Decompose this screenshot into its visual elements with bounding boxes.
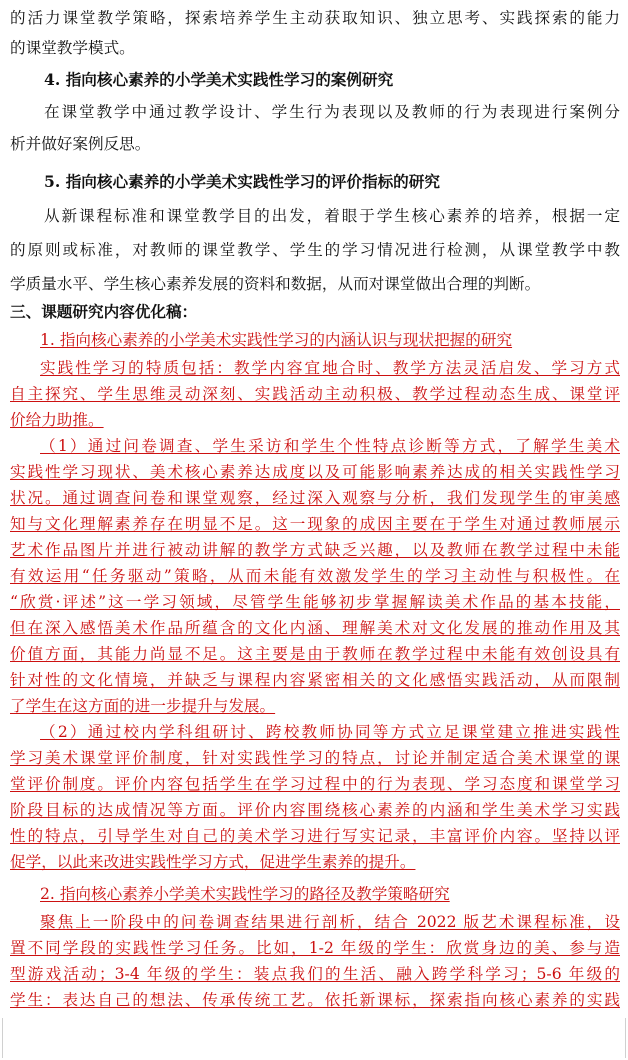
page-margin-mark — [2, 1018, 3, 1058]
revised-subheading: 2. 指向核心素养小学美术实践性学习的路径及教学策略研究 — [40, 885, 450, 903]
revised-text-line: 堂评价制度。评价内容包括学生在学习过程中的行为表现、学习态度和课堂学习 — [10, 775, 620, 793]
body-text-line: 从新课程标准和课堂教学目的出发，着眼于学生核心素养的培养，根据一定 — [44, 207, 620, 225]
body-text-line: 的原则或标准，对教师的课堂教学、学生的学习情况进行检测，从课堂教学中教 — [10, 241, 620, 259]
revised-text-line: 置不同学段的实践性学习任务。比如，1-2 年级的学生：欣赏身边的美、参与造 — [10, 939, 620, 957]
revised-text-line: 学生：表达自己的想法、传承传统工艺。依托新课标，探索指向核心素养的实践 — [10, 991, 620, 1009]
revised-text-line: （2）通过校内学科组研讨、跨校教师协同等方式立足课堂建立推进实践性 — [40, 723, 620, 741]
section-heading: 4. 指向核心素养的小学美术实践性学习的案例研究 — [44, 70, 394, 89]
revised-text-line: 但在深入感悟美术作品所蕴含的文化内涵、理解美术对文化发展的推动作用及其 — [10, 619, 620, 637]
revised-text-line: 聚焦上一阶段中的问卷调查结果进行剖析，结合 2022 版艺术课程标准，设 — [40, 913, 620, 931]
revised-text-line: 知与文化理解素养存在明显不足。这一现象的成因主要在于学生对通过教师展示 — [10, 515, 620, 533]
revised-text-line: 有效运用“任务驱动”策略，从而未能有效激发学生的学习主动性与积极性。在 — [10, 567, 620, 585]
page-margin-mark — [625, 1018, 626, 1058]
body-text-line: 学质量水平、学生核心素养发展的资料和数据，从而对课堂做出合理的判断。 — [10, 275, 541, 293]
revised-text-line: 价给力助推。 — [10, 411, 104, 429]
revised-text-line: 实践性学习现状、美术核心素养达成度以及可能影响素养达成的相关实践性学习 — [10, 463, 620, 481]
revised-text-line: 学习美术课堂评价制度，针对实践性学习的特点，讨论并制定适合美术课堂的课 — [10, 749, 620, 767]
chapter-heading: 三、课题研究内容优化稿： — [10, 302, 198, 321]
revised-text-line: （1）通过问卷调查、学生采访和学生个性特点诊断等方式，了解学生美术 — [40, 437, 620, 455]
revised-text-line: 价值方面，其能力尚显不足。这主要是由于教师在教学过程中未能有效创设具有 — [10, 645, 620, 663]
revised-text-line: 状况。通过调查问卷和课堂观察，经过深入观察与分析，我们发现学生的审美感 — [10, 489, 620, 507]
revised-text-line: “欣赏·评述”这一学习领域，尽管学生能够初步掌握解读美术作品的基本技能， — [10, 593, 620, 611]
body-text-line: 在课堂教学中通过教学设计、学生行为表现以及教师的行为表现进行案例分 — [44, 103, 620, 121]
revised-text-line: 促学，以此来改进实践性学习方式，促进学生素养的提升。 — [10, 853, 416, 871]
revised-text-line: 自主探究、学生思维灵动深刻、实践活动主动积极、教学过程动态生成、课堂评 — [10, 385, 620, 403]
revised-subheading: 1. 指向核心素养的小学美术实践性学习的内涵认识与现状把握的研究 — [40, 331, 513, 349]
body-text-line: 的活力课堂教学策略，探索培养学生主动获取知识、独立思考、实践探索的能力 — [10, 9, 620, 27]
revised-text-line: 型游戏活动；3-4 年级的学生：装点我们的生活、融入跨学科学习；5-6 年级的 — [10, 965, 620, 983]
revised-text-line: 实践性学习的特质包括：教学内容宜地合时、教学方法灵活启发、学习方式 — [40, 359, 620, 377]
body-text-line: 的课堂教学模式。 — [10, 39, 135, 57]
revised-text-line: 了学生在这方面的进一步提升与发展。 — [10, 697, 276, 715]
body-text-line: 析并做好案例反思。 — [10, 135, 151, 153]
revised-text-line: 艺术作品图片并进行被动讲解的教学方式缺乏兴趣，以及教师在教学过程中未能 — [10, 541, 620, 559]
revised-text-line: 阶段目标的达成情况等方面。评价内容围绕核心素养的内涵和学生美术学习实践 — [10, 801, 620, 819]
revised-text-line: 针对性的文化情境，并缺乏与课程内容紧密相关的文化感悟实践活动，从而限制 — [10, 671, 620, 689]
revised-text-line: 性的特点，引导学生对自己的美术学习进行写实记录，丰富评价内容。坚持以评 — [10, 827, 620, 845]
section-heading: 5. 指向核心素养的小学美术实践性学习的评价指标的研究 — [44, 172, 440, 191]
